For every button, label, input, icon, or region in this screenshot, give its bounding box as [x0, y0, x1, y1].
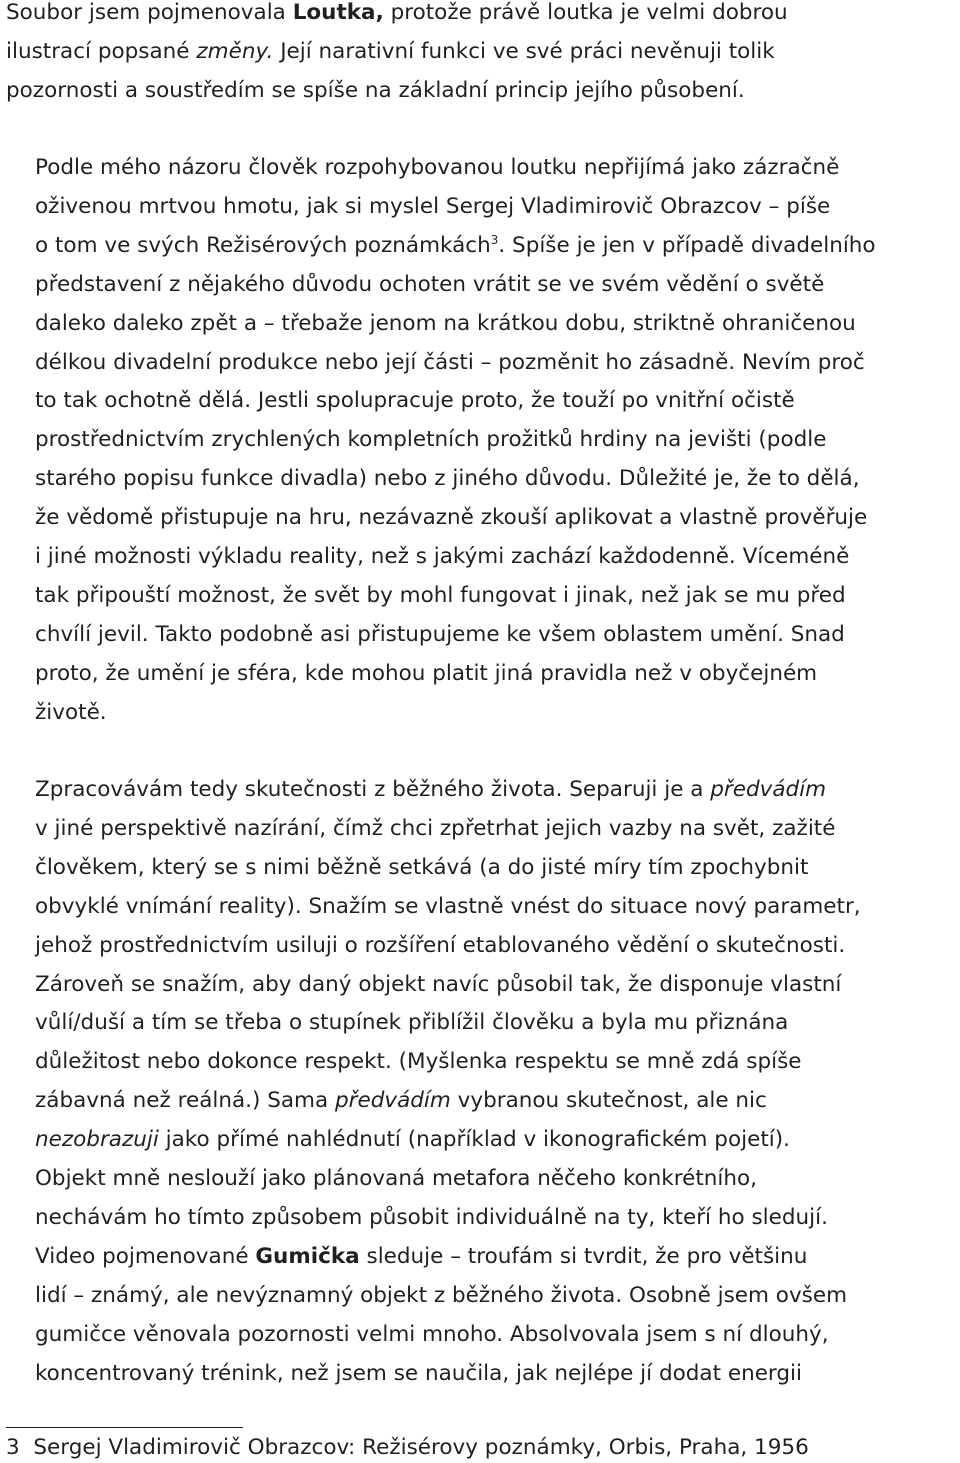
paragraph [6, 0, 788, 111]
italic-text: změny. [196, 38, 274, 64]
text-line: důležitost nebo dokonce respekt. (Myšlenka respektu se mně zdá spíše [35, 1049, 802, 1075]
text-line: oživenou mrtvou hmotu, jak si myslel Sergej Vladimirovič Obrazcov – píše [35, 193, 831, 219]
text-line: nezobrazuji jako přímé nahlédnutí (například v ikonografickém pojetí). [35, 1127, 790, 1153]
text-line: tak připouští možnost, že svět by mohl fungovat i jinak, než jak se mu před [35, 582, 846, 608]
text-line: obvyklé vnímání reality). Snažím se vlastně vnést do situace nový parametr, [35, 893, 861, 919]
text-line: nechávám ho tímto způsobem působit individuálně na ty, kteří ho sledují. [35, 1204, 828, 1230]
text-line: Podle mého názoru člověk rozpohybovanou loutku nepřijímá jako zázračně [35, 155, 840, 180]
text-line: představení z nějakého důvodu ochoten vrátit se ve svém vědění o světě [35, 271, 825, 297]
text-line: lidí – známý, ale nevýznamný objekt z běžného života. Osobně jsem ovšem [35, 1282, 848, 1308]
italic-text: nezobrazuji [35, 1127, 159, 1153]
text-line: Video pojmenované Gumička sleduje – troufám si tvrdit, že pro většinu [35, 1244, 808, 1269]
text-line: Objekt mně neslouží jako plánovaná metafora něčeho konkrétního, [35, 1166, 757, 1192]
text-line: jehož prostřednictvím usiluji o rozšíření etablovaného vědění o skutečnosti. [35, 932, 846, 958]
text-line: zábavná než reálná.) Sama předvádím vybranou skutečnost, ale nic [35, 1088, 767, 1114]
footnote [6, 1433, 809, 1463]
text-line: starého popisu funkce divadla) nebo z jiného důvodu. Důležité je, že to dělá, [35, 466, 860, 492]
text-line: gumičce věnovala pozornosti velmi mnoho. Absolvovala jsem s ní dlouhý, [35, 1321, 829, 1347]
text-line: proto, že umění je sféra, kde mohou platit jiná pravidla než v obyčejném [35, 660, 818, 686]
italic-text: předvádím [335, 1088, 451, 1114]
text-line: v jiné perspektivě nazírání, čímž chci zpřetrhat jejich vazby na svět, zažité [35, 815, 836, 841]
text-line: Zároveň se snažím, aby daný objekt navíc působil tak, že disponuje vlastní [35, 971, 842, 997]
text-line: pozornosti a soustředím se spíše na základní princip jejího působení. [6, 77, 745, 103]
footnote-number: 3 [6, 1435, 20, 1460]
text-line: ilustrací popsané změny. Její narativní funkci ve své práci nevěnuji tolik [6, 38, 775, 64]
bold-text: Loutka, [292, 0, 384, 25]
text-line: životě. [35, 699, 107, 725]
text-line: Zpracovávám tedy skutečnosti z běžného života. Separuji je a předvádím [35, 777, 827, 802]
text-line: člověkem, který se s nimi běžně setkává (a do jisté míry tím zpochybnit [35, 854, 809, 880]
bold-text: Gumička [255, 1244, 360, 1269]
paragraph [6, 1238, 847, 1394]
text-line: chvílí jevil. Takto podobně asi přistupujeme ke všem oblastem umění. Snad [35, 621, 845, 647]
text-line: délkou divadelní produkce nebo její části – pozměnit ho zásadně. Nevím proč [35, 349, 865, 375]
text-line: prostřednictvím zrychlených kompletních prožitků hrdiny na jevišti (podle [35, 427, 827, 453]
text-line: o tom ve svých Režisérových poznámkách$^3$. Spíše je jen v případě divadelního [35, 232, 876, 258]
text-line: i jiné možnosti výkladu reality, než s jakými zachází každodenně. Víceméně [35, 544, 850, 570]
text-line: to tak ochotně dělá. Jestli spolupracuje proto, že touží po vnitřní očistě [35, 388, 795, 414]
text-line: daleko daleko zpět a – třebaže jenom na krátkou dobu, striktně ohraničenou [35, 310, 856, 336]
text-line: že vědomě přistupuje na hru, nezávazně zkouší aplikovat a vlastně prověřuje [35, 505, 868, 531]
text-line: Soubor jsem pojmenovala Loutka, protože právě loutka je velmi dobrou [6, 0, 788, 25]
italic-text: předvádím [710, 777, 827, 802]
text-line: vůlí/duší a tím se třeba o stupínek přiblížil člověku a byla mu přiznána [35, 1010, 789, 1036]
paragraph [6, 771, 861, 1238]
footnote-separator [6, 1427, 243, 1428]
footnote-reference: 3 [490, 232, 499, 247]
footnote-text: Sergej Vladimirovič Obrazcov: Režisérovy poznámky, Orbis, Praha, 1956 [33, 1435, 809, 1460]
paragraph [6, 149, 876, 733]
text-line: koncentrovaný trénink, než jsem se naučila, jak nejlépe jí dodat energii [35, 1360, 802, 1386]
